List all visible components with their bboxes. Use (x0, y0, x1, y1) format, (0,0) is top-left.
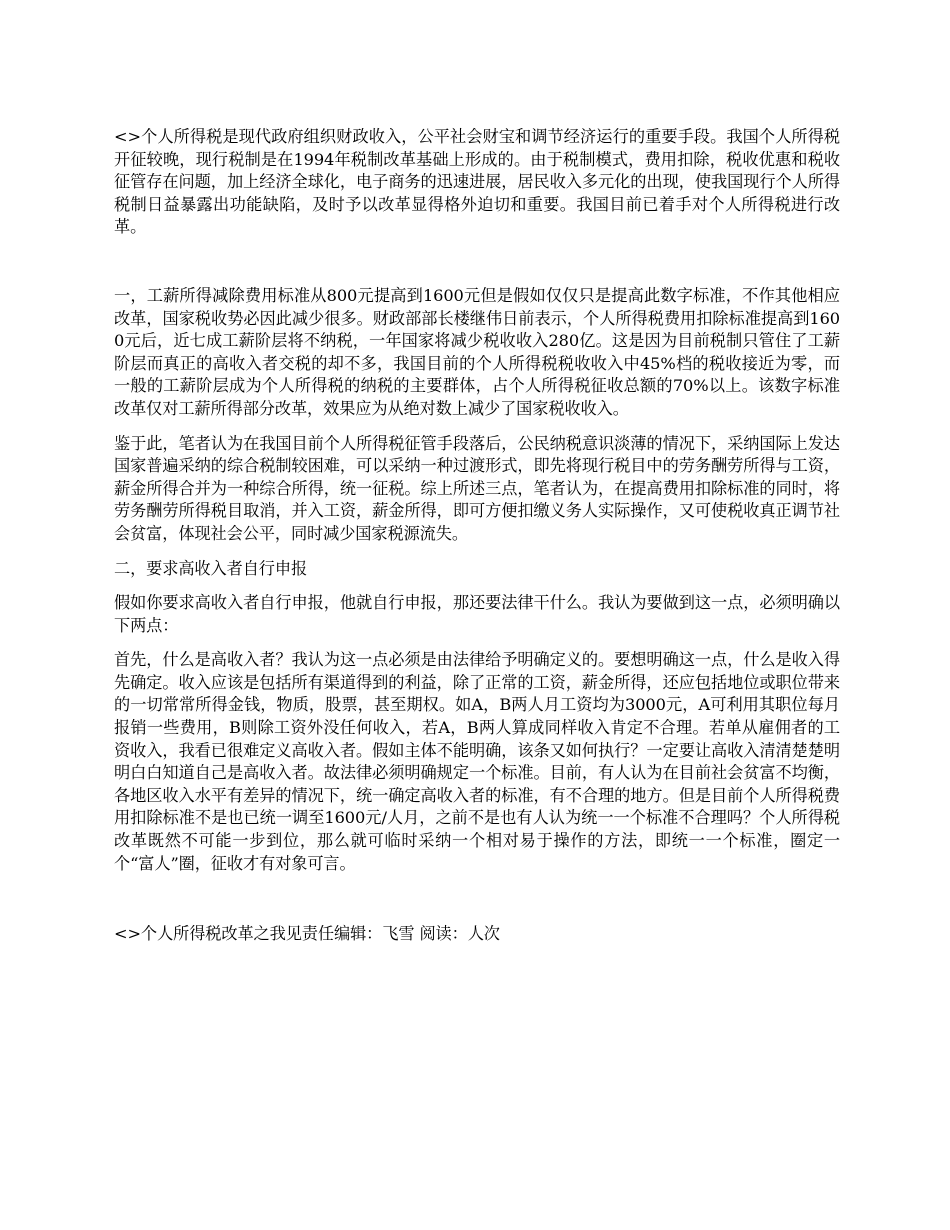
footer-line: <>个人所得税改革之我见责任编辑：飞雪 阅读：人次 (114, 924, 500, 944)
intro-paragraph: <>个人所得税是现代政府组织财政收入，公平社会财宝和调节经济运行的重要手段。我国个人所得税开征较晚，现行税制是在1994年税制改革基础上形成的。由于税制模式，费用扣除，税收优惠和税收征管存在问题，加上经济全球化，电子商务的迅速进展，居民收入多元化的出现，使我国现行个人所得税制日益暴露出功能缺陷，及时予以改革显得格外迫切和重要。我国目前已着手对个人所得税进行改革。 (114, 127, 840, 237)
section-one-paragraph: 一，工薪所得减除费用标准从800元提高到1600元但是假如仅仅只是提高此数字标准，不作其他相应改革，国家税收势必因此减少很多。财政部部长楼继伟日前表示，个人所得税费用扣除标准提高到1600元后，近七成工薪阶层将不纳税，一年国家将减少税收收入280亿。这是因为目前税制只管住了工薪阶层而真正的高收入者交税的却不多，我国目前的个人所得税税收收入中45%档的税收接近为零，而一般的工薪阶层成为个人所得税的纳税的主要群体，占个人所得税征收总额的70%以上。该数字标准改革仅对工薪所得部分改革，效果应为从绝对数上减少了国家税收收入。 (114, 285, 840, 418)
conclusion-paragraph: 鉴于此，笔者认为在我国目前个人所得税征管手段落后，公民纳税意识淡薄的情况下，采纳国际上发达国家普遍采纳的综合税制较困难，可以采纳一种过渡形式，即先将现行税目中的劳务酬劳所得与工资，薪金所得合并为一种综合所得，统一征税。综上所述三点，笔者认为，在提高费用扣除标准的同时，将劳务酬劳所得税目取消，并入工资，薪金所得，即可方便扣缴义务人实际操作，又可使税收真正调节社会贫富，体现社会公平，同时减少国家税源流失。 (114, 433, 840, 543)
document-body (114, 126, 840, 946)
section-two-heading: 二，要求高收入者自行申报 (114, 558, 308, 578)
question-paragraph: 假如你要求高收入者自行申报，他就自行申报，那还要法律干什么。我认为要做到这一点，必须明确以下两点： (114, 593, 840, 635)
first-point-paragraph: 首先，什么是高收入者？我认为这一点必须是由法律给予明确定义的。要想明确这一点，什么是收入得先确定。收入应该是包括所有渠道得到的利益，除了正常的工资，薪金所得，还应包括地位或职位带来的一切常常所得金钱，物质，股票，甚至期权。如A，B两人月工资均为3000元，A可利用其职位每月报销一些费用，B则除工资外没任何收入，若A，B两人算成同样收入肯定不合理。若单从雇佣者的工资收入，我看已很难定义高收入者。假如主体不能明确，该条又如何执行？一定要让高收入清清楚楚明明白白知道自己是高收入者。故法律必须明确规定一个标准。目前，有人认为在目前社会贫富不均衡，各地区收入水平有差异的情况下，统一确定高收入者的标准，有不合理的地方。但是目前个人所得税费用扣除标准不是也已统一调至1600元/人月，之前不是也有人认为统一一个标准不合理吗？个人所得税改革既然不可能一步到位，那么就可临时采纳一个相对易于操作的方法，即统一一个标准，圈定一个“富人”圈，征收才有对象可言。 (114, 650, 840, 873)
